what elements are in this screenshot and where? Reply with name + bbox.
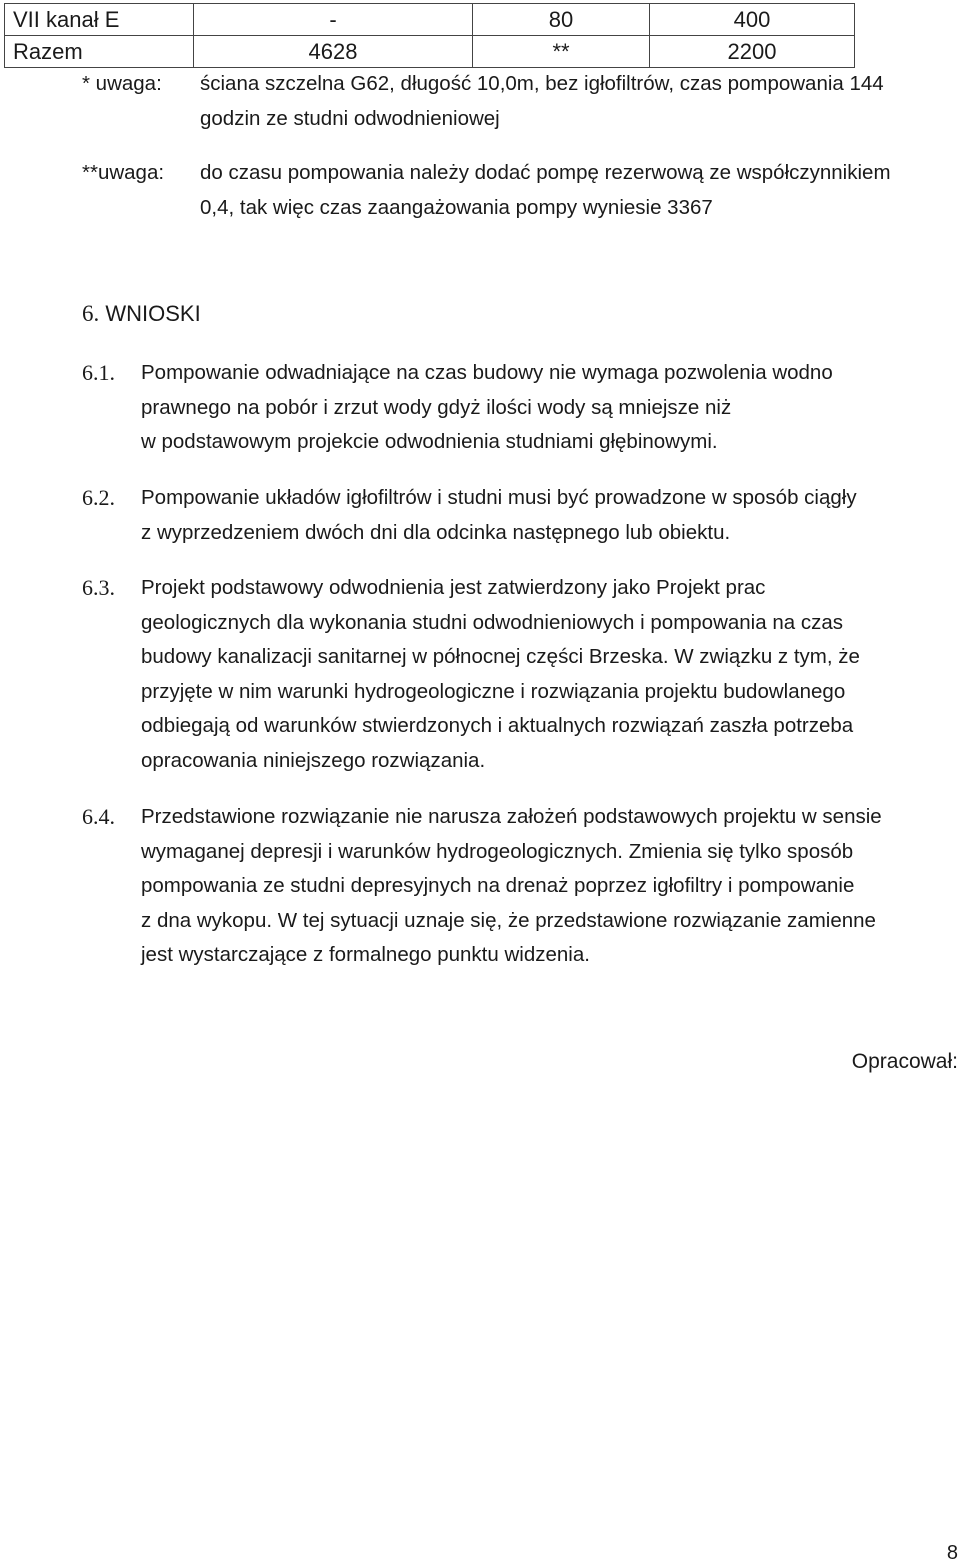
point-text xyxy=(141,800,960,973)
page-number: 8 xyxy=(946,1542,958,1564)
table-cell: ** xyxy=(473,36,650,68)
table-cell: - xyxy=(194,4,473,36)
section-number: 6. xyxy=(82,301,100,326)
point-line: Pompowanie układów igłofiltrów i studni musi być prowadzone w sposób ciągły xyxy=(141,486,857,509)
point-text xyxy=(141,356,960,460)
point-6-3 xyxy=(82,571,960,781)
table-cell: 2200 xyxy=(650,36,855,68)
point-line: Przedstawione rozwiązanie nie narusza założeń podstawowych projektu w sensie xyxy=(141,805,882,828)
point-line: prawnego na pobór i zrzut wody gdyż ilości wody są mniejsze niż xyxy=(141,395,732,419)
note-label: **uwaga: xyxy=(82,161,165,184)
table-cell: 80 xyxy=(473,4,650,36)
point-6-4 xyxy=(82,800,960,976)
point-number: 6.3. xyxy=(82,575,115,600)
table-cell: VII kanał E xyxy=(5,4,194,36)
point-line: w podstawowym projekcie odwodnienia studniami głębinowymi. xyxy=(141,430,718,453)
note-1 xyxy=(82,66,960,136)
note-line: do czasu pompowania należy dodać pompę rezerwową ze współczynnikiem xyxy=(200,161,891,184)
section-heading xyxy=(82,301,201,327)
note-text xyxy=(200,155,960,225)
section-title: WNIOSKI xyxy=(105,301,201,326)
summary-table xyxy=(4,3,855,68)
note-2 xyxy=(82,155,960,225)
point-line: opracowania niniejszego rozwiązania. xyxy=(141,748,486,772)
point-line: z wyprzedzeniem dwóch dni dla odcinka następnego lub obiektu. xyxy=(141,520,731,544)
note-line: 0,4, tak więc czas zaangażowania pompy wyniesie 3367 xyxy=(200,196,713,219)
note-line: godzin ze studni odwodnieniowej xyxy=(200,107,500,130)
note-label: * uwaga: xyxy=(82,72,162,95)
point-number: 6.2. xyxy=(82,485,115,510)
point-line: budowy kanalizacji sanitarnej w północnej części Brzeska. W związku z tym, że xyxy=(141,645,860,668)
point-line: wymaganej depresji i warunków hydrogeologicznych. Zmienia się tylko sposób xyxy=(141,839,854,863)
point-6-2 xyxy=(82,481,960,553)
table-row xyxy=(5,4,855,36)
point-6-1 xyxy=(82,356,960,466)
note-text xyxy=(200,66,960,136)
table-cell: Razem xyxy=(5,36,194,68)
note-line: ściana szczelna G62, długość 10,0m, bez igłofiltrów, czas pompowania 144 xyxy=(200,72,884,95)
point-number: 6.4. xyxy=(82,804,115,829)
point-line: pompowania ze studni depresyjnych na drenaż poprzez igłofiltry i pompowanie xyxy=(141,874,855,897)
point-number: 6.1. xyxy=(82,360,115,385)
point-line: odbiegają od warunków stwierdzonych i aktualnych rozwiązań zaszła potrzeba xyxy=(141,714,854,737)
table-cell: 4628 xyxy=(194,36,473,68)
point-line: przyjęte w nim warunki hydrogeologiczne i rozwiązania projektu budowlanego xyxy=(141,679,846,703)
point-line: z dna wykopu. W tej sytuacji uznaje się, że przedstawione rozwiązanie zamienne xyxy=(141,908,876,932)
point-line: Pompowanie odwadniające na czas budowy nie wymaga pozwolenia wodno xyxy=(141,361,833,384)
point-text xyxy=(141,571,960,778)
table-row xyxy=(5,36,855,68)
point-line: jest wystarczające z formalnego punktu widzenia. xyxy=(141,943,590,966)
point-text xyxy=(141,481,960,550)
point-line: geologicznych dla wykonania studni odwodnieniowych i pompowania na czas xyxy=(141,610,843,634)
table-cell: 400 xyxy=(650,4,855,36)
signature-label: Opracował: xyxy=(851,1050,958,1073)
point-line: Projekt podstawowy odwodnienia jest zatwierdzony jako Projekt prac xyxy=(141,576,766,599)
